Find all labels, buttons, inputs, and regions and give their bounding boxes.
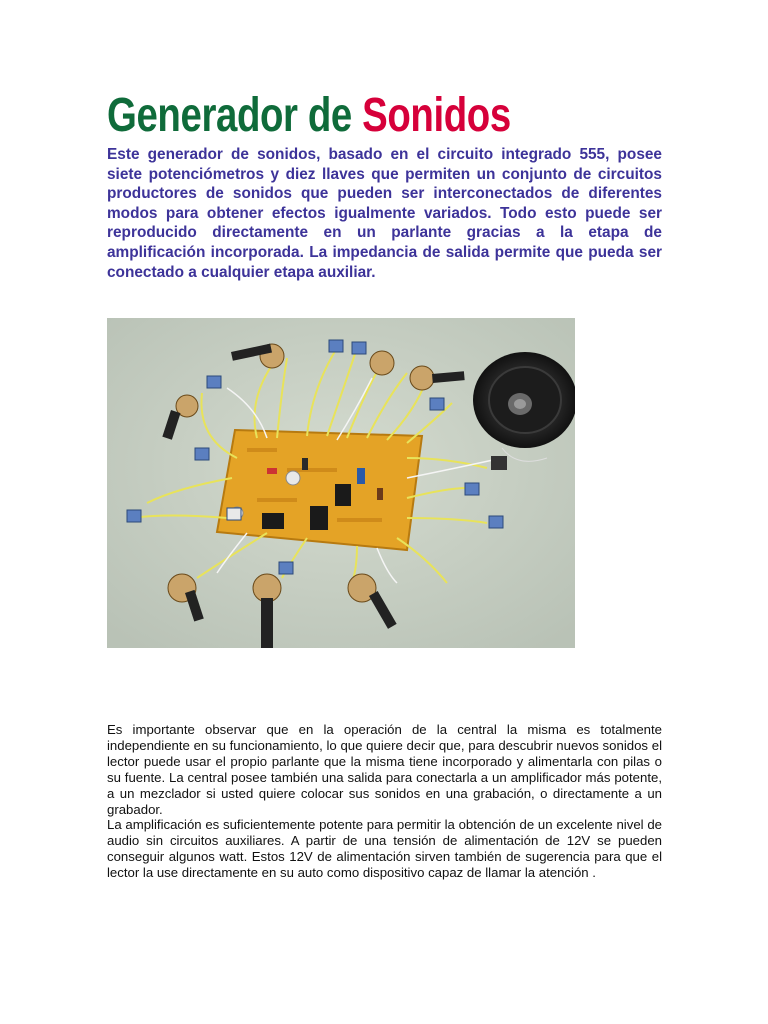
circuit-board-photo: [107, 318, 575, 648]
page-title: [107, 88, 511, 144]
body-text: [107, 722, 662, 881]
circuit-board-illustration: [107, 318, 575, 648]
title-part-sonidos: Sonidos: [362, 89, 511, 142]
intro-paragraph: Este generador de sonidos, basado en el circuito integrado 555, posee siete potenciómetros y diez llaves que permiten un conjunto de circuitos productores de sonidos que pueden ser interconectados de diferentes modos para obtener efectos igualmente variados. Todo esto puede ser reproducido directamente en un parlante gracias a la etapa de amplificación incorporada. La impedancia de salida permite que pueda ser conectado a cualquier etapa auxiliar.: [107, 146, 662, 281]
pcb-board: [217, 430, 422, 550]
body-paragraph-2: La amplificación es suficientemente potente para permitir la obtención de un excelente nivel de audio sin circuitos auxiliares. A partir de una tensión de alimentación de 12V se pueden conseguir algunos watt. Estos 12V de alimentación sirven también de sugerencia para que el lector la use directamente en su auto como dispositivo capaz de llamar la atención .: [107, 817, 662, 881]
body-paragraph-1: Es importante observar que en la operación de la central la misma es totalmente independiente en su funcionamiento, lo que quiere decir que, para descubrir nuevos sonidos el lector puede usar el propio parlante que la misma tiene incorporado y alimentarla con pilas o su fuente. La central posee también una salida para conectarla a un amplificador más potente, a un mezclador si usted quiere colocar sus sonidos en una grabación, o directamente a un grabador.: [107, 722, 662, 817]
title-part-generador: Generador de: [107, 89, 352, 142]
